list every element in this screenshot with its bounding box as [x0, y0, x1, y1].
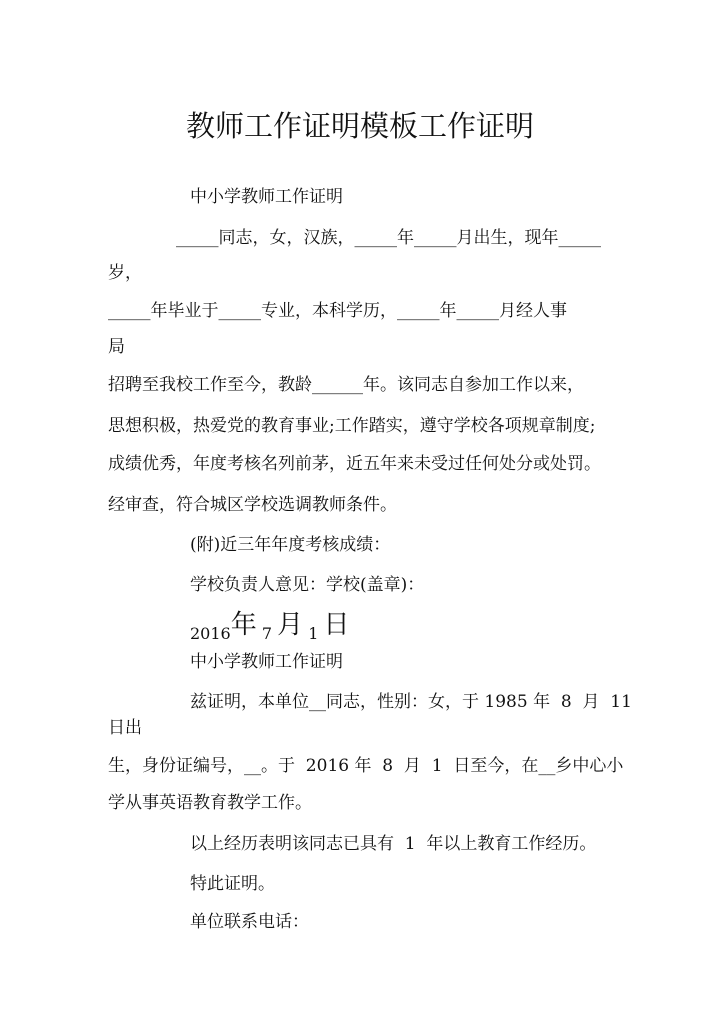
- cert1-appendix: (附)近三年年度考核成绩：: [190, 535, 391, 555]
- document-title: 教师工作证明模板工作证明: [185, 109, 534, 143]
- cert2-line3: 学从事英语教育教学工作。: [108, 793, 312, 813]
- date-day-label: 日: [323, 610, 350, 640]
- cert1-line6: 经审查，符合城区学校选调教师条件。: [108, 495, 397, 515]
- cert1-line4: 思想积极，热爱党的教育事业;工作踏实，遵守学校各项规章制度;: [108, 416, 596, 436]
- cert2-heading: 中小学教师工作证明: [190, 652, 343, 672]
- date-year: 2016: [190, 624, 231, 643]
- cert1-line1: _____同志，女，汉族，_____年_____月出生，现年_____: [176, 228, 601, 248]
- cert2-line6: 单位联系电话：: [190, 912, 309, 932]
- cert2-line4: 以上经历表明该同志已具有 1 年以上教育工作经历。: [190, 834, 597, 854]
- cert1-heading: 中小学教师工作证明: [190, 187, 343, 207]
- cert1-line5: 成绩优秀，年度考核名列前茅，近五年来未受过任何处分或处罚。: [108, 454, 601, 474]
- cert2-line5: 特此证明。: [190, 874, 275, 894]
- cert1-date: [190, 604, 350, 641]
- date-day: 1: [308, 624, 319, 643]
- date-month-label: 月: [277, 610, 304, 640]
- cert1-line1-cont: 岁，: [108, 263, 142, 283]
- date-month: 7: [261, 624, 273, 643]
- cert1-line2-cont: 局: [108, 337, 125, 357]
- date-year-label: 年: [230, 610, 257, 640]
- cert1-line3: 招聘至我校工作至今，教龄______年。该同志自参加工作以来，: [108, 375, 584, 395]
- cert1-line2: _____年毕业于_____专业，本科学历，_____年_____月经人事: [108, 301, 567, 321]
- cert2-line2: 生，身份证编号，__。于 2016 年 8 月 1 日至今，在__乡中心小: [108, 756, 624, 776]
- cert2-line1: 兹证明，本单位__同志，性别：女，于 1985 年 8 月 11: [190, 692, 632, 712]
- cert2-line1-cont: 日出: [108, 718, 142, 738]
- cert1-opinion: 学校负责人意见：学校(盖章)：: [190, 575, 425, 595]
